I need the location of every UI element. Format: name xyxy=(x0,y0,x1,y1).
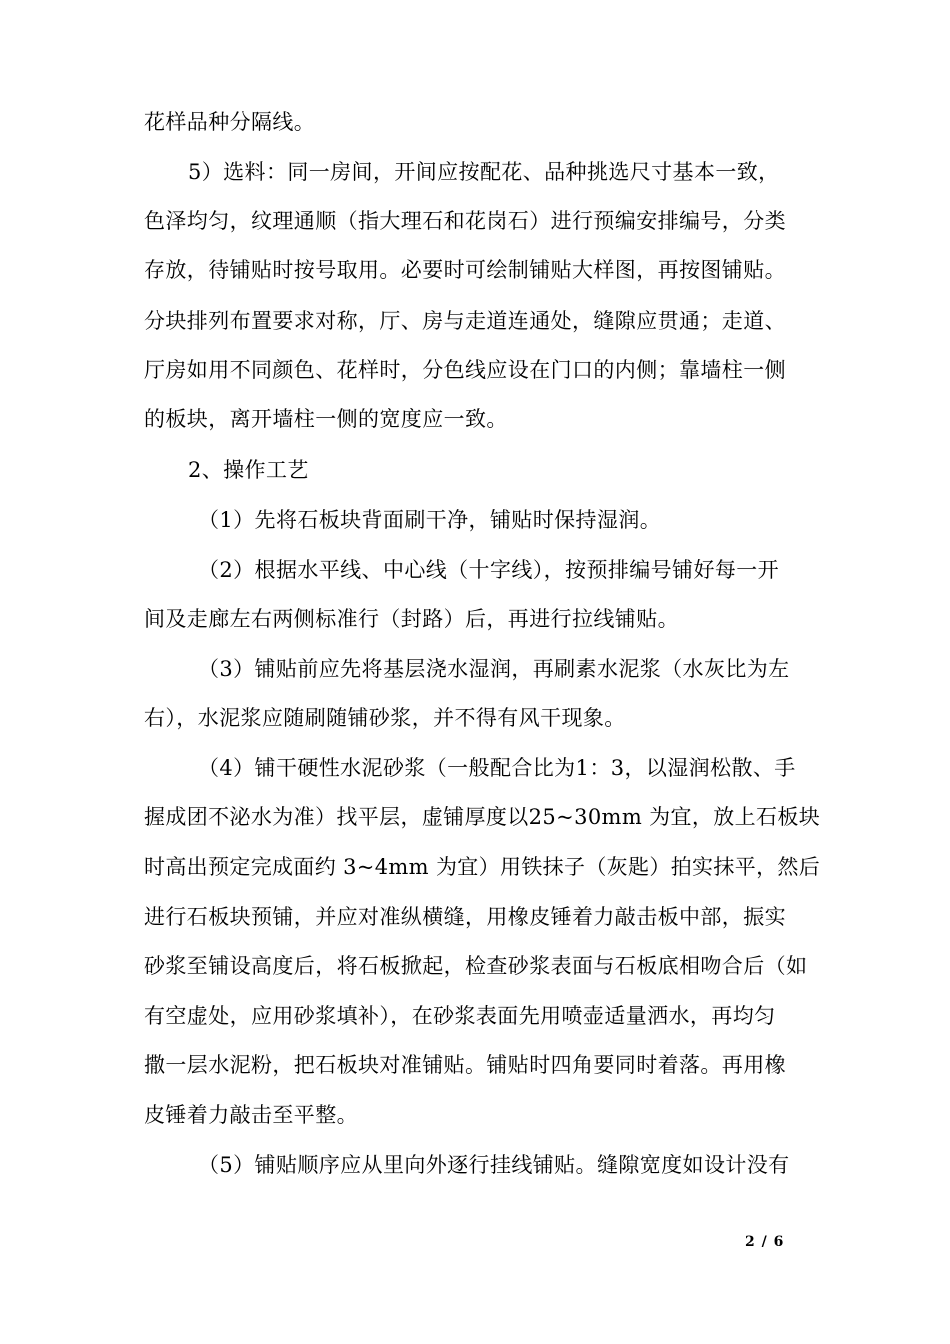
paragraph-line: 皮锤着力敲击至平整。 xyxy=(144,1103,358,1127)
paragraph-line: 花样品种分隔线。 xyxy=(144,110,316,134)
paragraph-line: 时高出预定完成面约 3~4mm 为宜）用铁抹子（灰匙）拍实抹平，然后 xyxy=(144,855,821,879)
paragraph-line: 砂浆至铺设高度后，将石板掀起，检查砂浆表面与石板底相吻合后（如 xyxy=(144,954,808,978)
paragraph-line: （1）先将石板块背面刷干净，铺贴时保持湿润。 xyxy=(198,508,662,532)
paragraph-line: 存放，待铺贴时按号取用。必要时可绘制铺贴大样图，再按图铺贴。 xyxy=(144,258,786,282)
paragraph-line: 握成团不泌水为准）找平层，虚铺厚度以25~30mm 为宜，放上石板块 xyxy=(144,805,821,829)
paragraph-line: 的板块，离开墙柱一侧的宽度应一致。 xyxy=(144,407,508,431)
page-number: 2 / 6 xyxy=(745,1234,785,1250)
paragraph-line: 5）选料：同一房间，开间应按配花、品种挑选尺寸基本一致， xyxy=(188,160,780,184)
paragraph-line: （5）铺贴顺序应从里向外逐行挂线铺贴。缝隙宽度如设计没有 xyxy=(198,1153,790,1177)
paragraph-line: 右），水泥浆应随刷随铺砂浆，并不得有风干现象。 xyxy=(144,706,626,730)
paragraph-line: 撒一层水泥粉，把石板块对准铺贴。铺贴时四角要同时着落。再用橡 xyxy=(144,1053,786,1077)
section-heading: 2、操作工艺 xyxy=(188,458,309,482)
paragraph-line: 间及走廊左右两侧标准行（封路）后，再进行拉线铺贴。 xyxy=(144,607,679,631)
paragraph-line: 分块排列布置要求对称，厅、房与走道连通处，缝隙应贯通；走道、 xyxy=(144,309,786,333)
paragraph-line: 色泽均匀，纹理通顺（指大理石和花岗石）进行预编安排编号，分类 xyxy=(144,209,786,233)
paragraph-line: 进行石板块预铺，并应对准纵横缝，用橡皮锤着力敲击板中部，振实 xyxy=(144,905,786,929)
paragraph-line: （4）铺干硬性水泥砂浆（一般配合比为1：3，以湿润松散、手 xyxy=(198,756,796,780)
paragraph-line: 有空虚处，应用砂浆填补），在砂浆表面先用喷壶适量洒水，再均匀 xyxy=(144,1004,776,1028)
paragraph-line: （2）根据水平线、中心线（十字线），按预排编号铺好每一开 xyxy=(198,558,780,582)
paragraph-line: 厅房如用不同颜色、花样时，分色线应设在门口的内侧；靠墙柱一侧 xyxy=(144,358,786,382)
paragraph-line: （3）铺贴前应先将基层浇水湿润，再刷素水泥浆（水灰比为左 xyxy=(198,657,790,681)
